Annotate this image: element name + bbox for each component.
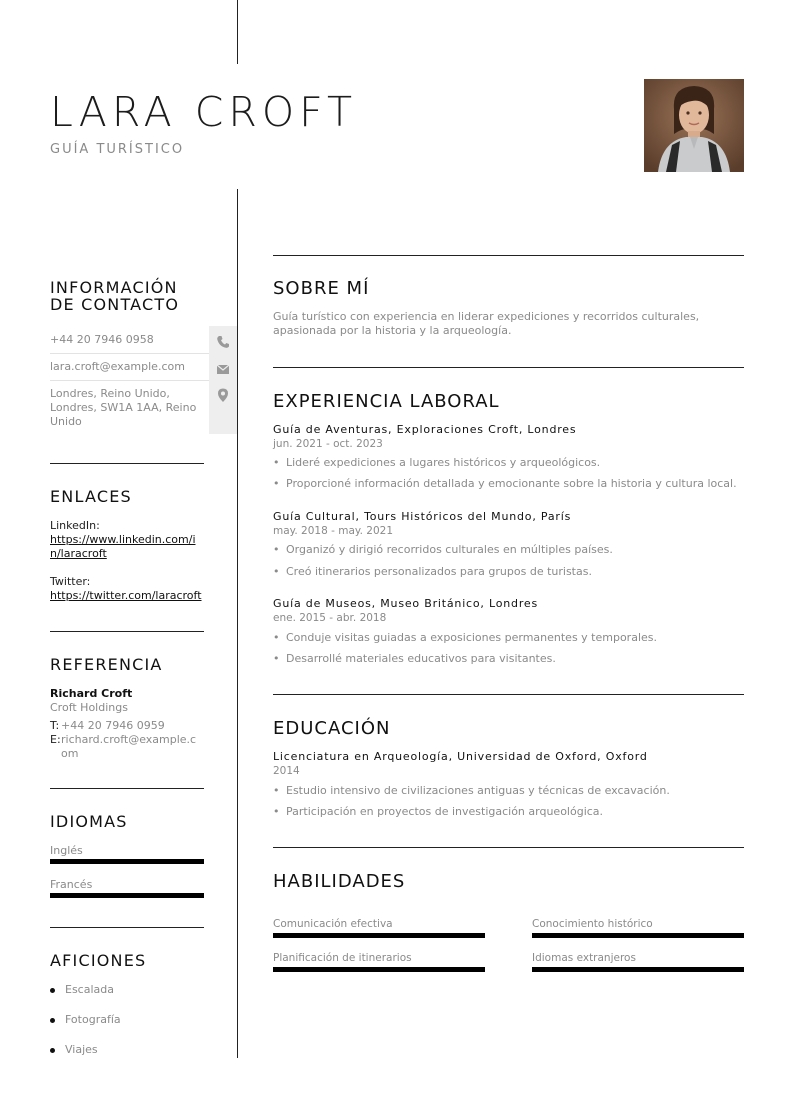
contact-email: lara.croft@example.com [50, 360, 185, 373]
skill-level-bar [273, 933, 485, 938]
contact-separator [50, 380, 209, 381]
job-dates: may. 2018 - may. 2021 [273, 525, 394, 537]
hobbies-heading: AFICIONES [50, 951, 147, 970]
reference-email-row [50, 733, 205, 761]
job-title: Guía de Museos, Museo Británico, Londres [273, 597, 539, 610]
twitter-label: Twitter: [50, 575, 91, 588]
job-dates: ene. 2015 - abr. 2018 [273, 612, 387, 624]
language-level-bar [50, 859, 204, 864]
job-bullet: • Desarrollé materiales educativos para visitantes. [273, 652, 556, 665]
job-bullet-text: Proporcioné información detallada y emocionante sobre la historia y cultura local. [286, 477, 737, 490]
job-bullet: • Conduje visitas guiadas a exposiciones permanentes y temporales. [273, 631, 657, 644]
job-bullet-text: Creó itinerarios personalizados para grupos de turistas. [286, 565, 592, 578]
skill-name: Idiomas extranjeros [532, 952, 636, 964]
job-bullet-text: Organizó y dirigió recorridos culturales en múltiples países. [286, 543, 613, 556]
reference-phone-label: T: [50, 719, 60, 732]
degree-year: 2014 [273, 765, 300, 777]
column-divider-line [237, 189, 238, 1058]
bullet-icon [50, 988, 55, 993]
skill-level-bar [273, 967, 485, 972]
job-bullet-text: Conduje visitas guiadas a exposiciones permanentes y temporales. [286, 631, 657, 644]
links-heading: ENLACES [50, 487, 132, 506]
skill-name: Conocimiento histórico [532, 918, 653, 930]
skill-level-bar [532, 967, 744, 972]
section-divider [273, 694, 744, 695]
degree-title: Licenciatura en Arqueología, Universidad de Oxford, Oxford [273, 750, 648, 763]
twitter-link[interactable]: https://twitter.com/laracroft [50, 589, 202, 602]
job-title: Guía de Aventuras, Exploraciones Croft, Londres [273, 423, 577, 436]
job-title: Guía Cultural, Tours Históricos del Mundo, París [273, 510, 572, 523]
bullet-icon [50, 1048, 55, 1053]
mail-icon [215, 361, 231, 377]
section-divider [273, 255, 744, 256]
education-bullet-text: Estudio intensivo de civilizaciones antiguas y técnicas de excavación. [286, 784, 670, 797]
reference-phone-row [50, 719, 205, 733]
profile-photo [644, 79, 744, 172]
link-linkedin [50, 519, 202, 561]
section-divider [273, 847, 744, 848]
contact-heading [50, 279, 179, 313]
section-divider [273, 367, 744, 368]
job-bullet: • Organizó y dirigió recorridos culturales en múltiples países. [273, 543, 613, 556]
top-divider-line [237, 0, 238, 64]
candidate-name: LARA CROFT [50, 88, 358, 136]
language-name: Inglés [50, 844, 83, 857]
education-heading: EDUCACIÓN [273, 718, 391, 739]
candidate-title: GUÍA TURÍSTICO [50, 142, 185, 157]
about-heading: SOBRE MÍ [273, 278, 370, 299]
job-bullet-text: Lideré expediciones a lugares históricos y arqueológicos. [286, 456, 601, 469]
contact-address: Londres, Reino Unido, Londres, SW1A 1AA, Reino Unido [50, 387, 197, 428]
reference-company: Croft Holdings [50, 701, 128, 714]
job-bullet: • Creó itinerarios personalizados para grupos de turistas. [273, 565, 592, 578]
skill-name: Planificación de itinerarios [273, 952, 412, 964]
reference-phone: +44 20 7946 0959 [61, 719, 165, 732]
reference-heading: REFERENCIA [50, 655, 163, 674]
language-name: Francés [50, 878, 93, 891]
contact-separator [50, 353, 209, 354]
hobby-item: Viajes [65, 1043, 98, 1056]
hobby-item: Escalada [65, 983, 114, 996]
section-divider [50, 631, 204, 632]
education-bullet: • Estudio intensivo de civilizaciones antiguas y técnicas de excavación. [273, 784, 670, 797]
phone-icon [215, 334, 231, 350]
hobby-item: Fotografía [65, 1013, 121, 1026]
about-text: Guía turístico con experiencia en liderar expediciones y recorridos culturales, apasionada por la historia y la arqueología. [273, 310, 700, 337]
contact-phone: +44 20 7946 0958 [50, 333, 154, 346]
experience-heading: EXPERIENCIA LABORAL [273, 391, 500, 412]
job-bullet: • Lideré expediciones a lugares históricos y arqueológicos. [273, 456, 601, 469]
linkedin-label: LinkedIn: [50, 519, 100, 532]
section-divider [50, 927, 204, 928]
contact-heading-line2: DE CONTACTO [50, 295, 180, 314]
skill-level-bar [532, 933, 744, 938]
contact-icon-column [209, 326, 237, 434]
linkedin-link[interactable]: https://www.linkedin.com/in/laracroft [50, 533, 196, 560]
job-dates: jun. 2021 - oct. 2023 [273, 438, 383, 450]
language-level-bar [50, 893, 204, 898]
bullet-icon [50, 1018, 55, 1023]
languages-heading: IDIOMAS [50, 812, 128, 831]
education-bullet: • Participación en proyectos de investigación arqueológica. [273, 805, 604, 818]
job-bullet: • Proporcioné información detallada y emocionante sobre la historia y cultura local. [273, 477, 737, 490]
skills-heading: HABILIDADES [273, 871, 406, 892]
location-pin-icon [215, 387, 231, 403]
link-twitter [50, 575, 210, 603]
reference-email-label: E: [50, 733, 61, 746]
skill-name: Comunicación efectiva [273, 918, 393, 930]
reference-email: richard.croft@example.com [61, 733, 197, 760]
job-bullet-text: Desarrollé materiales educativos para visitantes. [286, 652, 556, 665]
section-divider [50, 788, 204, 789]
reference-name: Richard Croft [50, 687, 133, 700]
education-bullet-text: Participación en proyectos de investigación arqueológica. [286, 805, 604, 818]
section-divider [50, 463, 204, 464]
contact-heading-line1: INFORMACIÓN [50, 278, 178, 297]
